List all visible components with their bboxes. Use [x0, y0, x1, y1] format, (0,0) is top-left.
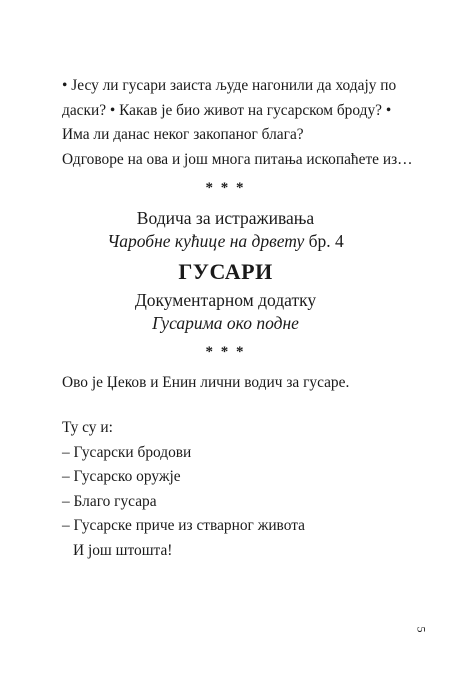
separator-stars: * * *	[205, 344, 246, 360]
list-item: – Благо гусара	[62, 492, 157, 510]
documentary-subtitle: Гусарима око подне	[152, 313, 299, 333]
guide-title: Водича за истраживања	[136, 208, 315, 228]
list-item: – Гусарски бродови	[62, 443, 192, 461]
page-number: 5	[414, 626, 429, 633]
intro-paragraph	[62, 74, 413, 172]
intro-line: Одговоре на ова и још многа питања ископаћете из…	[62, 150, 413, 168]
guide-series-number: бр. 4	[304, 231, 344, 251]
contents-heading: Ту су и:	[62, 419, 113, 436]
intro-line: даски? • Какав је био живот на гусарском броду? •	[62, 101, 392, 119]
owner-line: Ово је Џеков и Енин лични водич за гусаре.	[62, 374, 350, 391]
list-item: – Гусарско оружје	[62, 468, 181, 485]
separator-stars: * * *	[205, 180, 246, 196]
documentary-title: Документарном додатку	[134, 290, 317, 310]
contents-list	[62, 416, 407, 563]
main-title: ГУСАРИ	[178, 259, 273, 284]
contents-closing: И још штошта!	[73, 541, 173, 559]
guide-series-line	[0, 229, 451, 253]
guide-series-title: Чаробне кућице на дрвету	[107, 231, 305, 251]
intro-line: • Јесу ли гусари заиста људе нагонили да ходају по	[62, 77, 397, 94]
intro-line: Има ли данас неког закопаног блага?	[62, 126, 304, 143]
list-item: – Гусарске приче из стварног живота	[62, 517, 305, 534]
